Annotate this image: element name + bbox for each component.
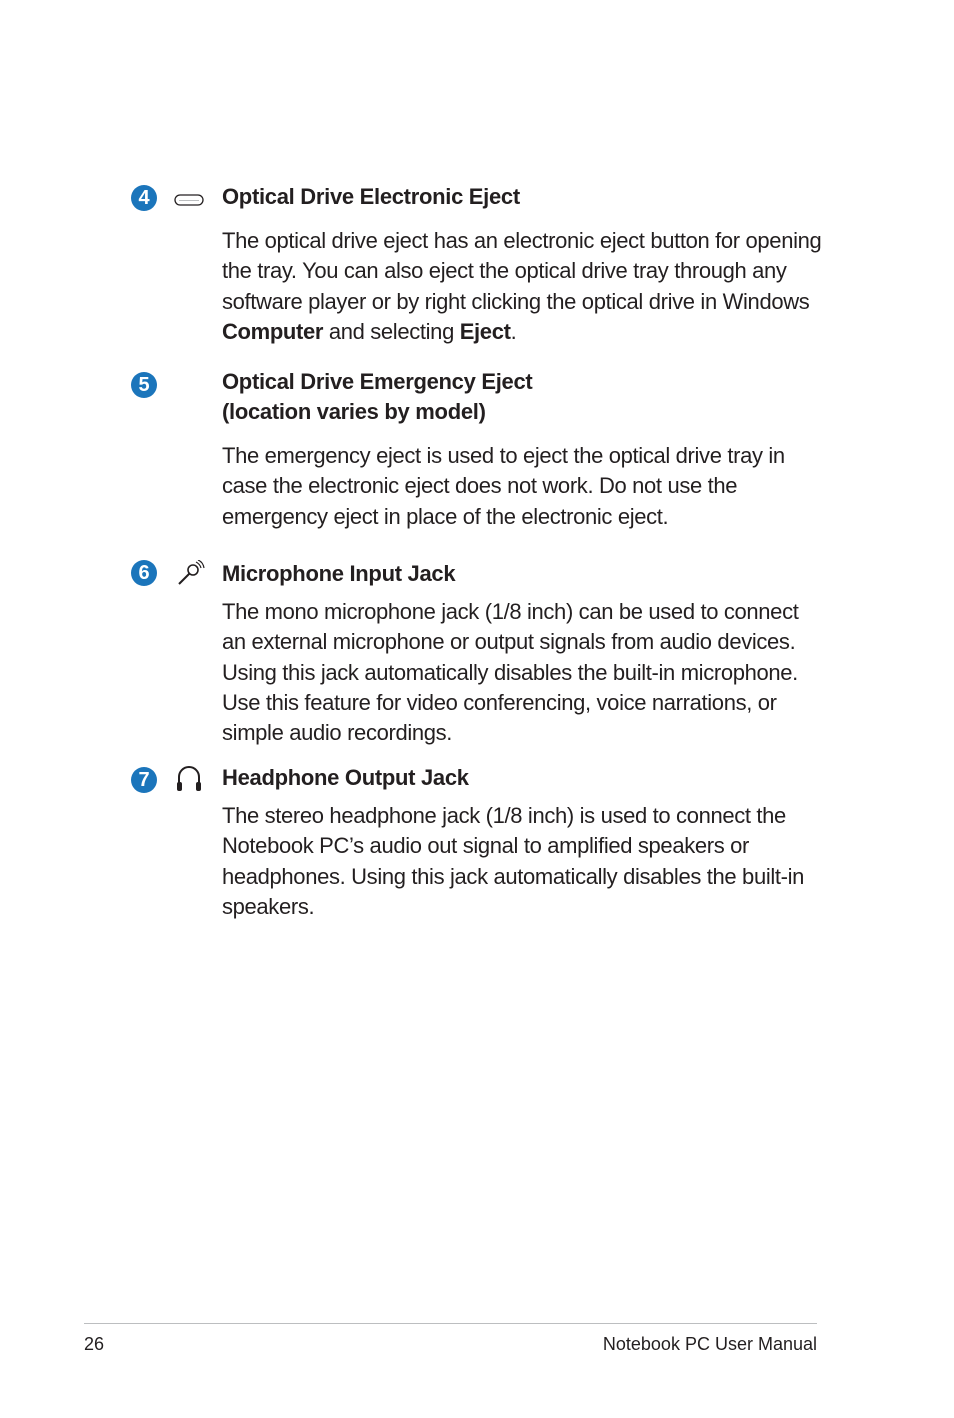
item-description: The emergency eject is used to eject the optical drive tray in case the electronic eject does not work. Do not use the emergency eject in place of the electronic eject. <box>222 443 785 529</box>
manual-title: Notebook PC User Manual <box>602 1334 817 1354</box>
item-title <box>222 367 822 427</box>
item-number-badge: 4 <box>131 185 157 211</box>
eject-button-icon <box>173 192 205 211</box>
item-description: The stereo headphone jack (1/8 inch) is used to connect the Notebook PC’s audio out signal to amplified speakers or headphones. Using this jack automatically disables the built-in speakers. <box>222 803 805 919</box>
item-description <box>222 226 822 347</box>
item-title: Headphone Output Jack <box>222 765 469 790</box>
description-text: The optical drive eject has an electronic eject button for opening the tray. You can also eject the optical drive tray through any software player or by right clicking the optical drive in Windows <box>222 228 822 314</box>
footer-divider <box>84 1323 817 1324</box>
item-number-badge: 6 <box>131 560 157 586</box>
item-title: Optical Drive Electronic Eject <box>222 184 520 209</box>
item-number-badge: 5 <box>131 372 157 398</box>
description-bold-computer: Computer <box>222 318 324 344</box>
description-text: . <box>510 318 517 344</box>
item-description: The mono microphone jack (1/8 inch) can be used to connect an external microphone or output signals from audio devices. Using this jack automatically disables the built-in microphone. Use this feature for video conferencing, voice narrations, or simple audio recordings. <box>222 599 799 746</box>
item-title-line2: (location varies by model) <box>222 399 486 424</box>
item-title: Microphone Input Jack <box>222 561 456 586</box>
page-number: 26 <box>84 1334 105 1354</box>
microphone-icon <box>175 560 205 592</box>
item-number-badge: 7 <box>131 767 157 793</box>
description-bold-eject: Eject <box>459 318 511 344</box>
headphone-icon <box>175 764 203 798</box>
description-text: and selecting <box>323 318 460 344</box>
item-title-line1: Optical Drive Emergency Eject <box>222 369 533 394</box>
